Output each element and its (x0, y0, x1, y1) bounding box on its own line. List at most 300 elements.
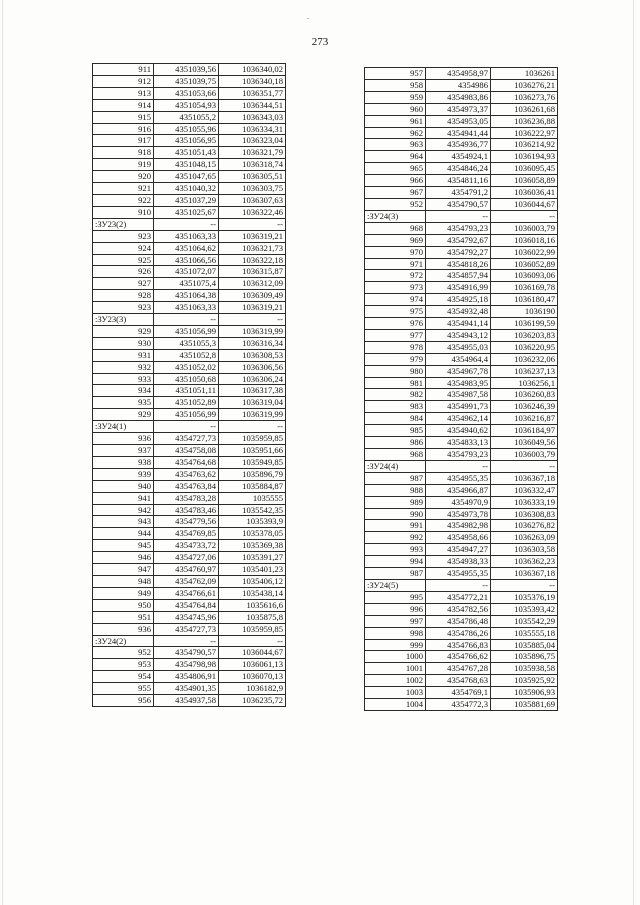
y-coordinate-cell: 1035896,75 (491, 651, 558, 663)
y-coordinate-cell: -- (491, 579, 558, 591)
table-row (93, 242, 286, 254)
y-coordinate-cell: 1036260,83 (491, 389, 558, 401)
point-number-cell: 998 (365, 627, 426, 639)
y-coordinate-cell: 1036003,79 (491, 449, 558, 461)
table-row (93, 325, 286, 337)
x-coordinate-cell: 4354790,57 (154, 647, 219, 659)
point-number-cell: 937 (93, 445, 154, 457)
x-coordinate-cell: 4354955,03 (426, 341, 491, 353)
table-row (93, 266, 286, 278)
point-number-cell: 948 (93, 575, 154, 587)
y-coordinate-cell: -- (491, 210, 558, 222)
table-row (365, 437, 558, 449)
y-coordinate-cell: 1035885,04 (491, 639, 558, 651)
y-coordinate-cell: 1035542,29 (491, 615, 558, 627)
table-row (365, 329, 558, 341)
x-coordinate-cell: 4354792,67 (426, 234, 491, 246)
y-coordinate-cell: 1036340,02 (219, 64, 286, 76)
y-coordinate-cell: 1035542,35 (219, 504, 286, 516)
point-number-cell: 996 (365, 603, 426, 615)
x-coordinate-cell: 4351055,3 (154, 337, 219, 349)
y-coordinate-cell: 1036334,31 (219, 123, 286, 135)
x-coordinate-cell: 4354733,72 (154, 540, 219, 552)
x-coordinate-cell: 4354973,37 (426, 103, 491, 115)
x-coordinate-cell: 4354763,62 (154, 468, 219, 480)
point-number-cell: 912 (93, 75, 154, 87)
table-row (365, 401, 558, 413)
y-coordinate-cell: 1036203,83 (491, 329, 558, 341)
table-row (93, 111, 286, 123)
point-number-cell: 942 (93, 504, 154, 516)
y-coordinate-cell: -- (219, 635, 286, 647)
y-coordinate-cell: 1036199,59 (491, 318, 558, 330)
x-coordinate-cell: -- (154, 218, 219, 230)
table-row (93, 99, 286, 111)
point-number-cell: 914 (93, 99, 154, 111)
x-coordinate-cell: 4354727,73 (154, 623, 219, 635)
x-coordinate-cell: 4354983,95 (426, 377, 491, 389)
x-coordinate-cell: 4354727,73 (154, 433, 219, 445)
y-coordinate-cell: 1036344,51 (219, 99, 286, 111)
point-number-cell: 943 (93, 516, 154, 528)
y-coordinate-cell: 1035959,85 (219, 623, 286, 635)
point-number-cell: 956 (93, 695, 154, 707)
x-coordinate-cell: 4351056,99 (154, 409, 219, 421)
point-number-cell: 910 (93, 206, 154, 218)
table-row (93, 159, 286, 171)
coordinates-table-left-body (93, 64, 286, 707)
x-coordinate-cell: 4351050,68 (154, 373, 219, 385)
point-number-cell: 957 (365, 68, 426, 80)
table-row (93, 528, 286, 540)
table-row (93, 254, 286, 266)
table-row (365, 472, 558, 484)
x-coordinate-cell: 4354772,3 (426, 699, 491, 711)
table-row (93, 540, 286, 552)
table-row (365, 306, 558, 318)
point-number-cell: 952 (365, 198, 426, 210)
coordinates-table-right (364, 67, 558, 711)
table-row (365, 603, 558, 615)
table-row (365, 663, 558, 675)
y-coordinate-cell: 1036044,67 (219, 647, 286, 659)
x-coordinate-cell: 4354955,35 (426, 472, 491, 484)
y-coordinate-cell: 1036343,03 (219, 111, 286, 123)
y-coordinate-cell: 1036263,09 (491, 532, 558, 544)
point-number-cell: 932 (93, 361, 154, 373)
parcel-label-cell: :ЗУ24(2) (93, 635, 154, 647)
table-row (93, 504, 286, 516)
point-number-cell: 911 (93, 64, 154, 76)
table-row (365, 294, 558, 306)
y-coordinate-cell: 1036351,77 (219, 87, 286, 99)
table-row (365, 413, 558, 425)
x-coordinate-cell: 4354769,1 (426, 687, 491, 699)
y-coordinate-cell: 1036018,16 (491, 234, 558, 246)
x-coordinate-cell: 4354767,28 (426, 663, 491, 675)
y-coordinate-cell: 1035555 (219, 492, 286, 504)
table-row (365, 270, 558, 282)
point-number-cell: 963 (365, 139, 426, 151)
x-coordinate-cell: 4354766,83 (426, 639, 491, 651)
x-coordinate-cell: 4354953,05 (426, 115, 491, 127)
y-coordinate-cell: 1036332,47 (491, 484, 558, 496)
point-number-cell: 945 (93, 540, 154, 552)
parcel-label-cell: :ЗУ24(1) (93, 421, 154, 433)
y-coordinate-cell: 1035925,92 (491, 675, 558, 687)
point-number-cell: 982 (365, 389, 426, 401)
x-coordinate-cell: 4351052,02 (154, 361, 219, 373)
table-row (93, 123, 286, 135)
table-row (365, 484, 558, 496)
x-coordinate-cell: 4351052,8 (154, 349, 219, 361)
y-coordinate-cell: 1036220,95 (491, 341, 558, 353)
point-number-cell: 967 (365, 187, 426, 199)
table-row (365, 187, 558, 199)
table-row (93, 302, 286, 314)
x-coordinate-cell: 4354793,23 (426, 449, 491, 461)
table-row (365, 198, 558, 210)
y-coordinate-cell: 1036273,76 (491, 91, 558, 103)
x-coordinate-cell: 4351051,43 (154, 147, 219, 159)
x-coordinate-cell: -- (154, 421, 219, 433)
point-number-cell: 975 (365, 306, 426, 318)
point-number-cell: 927 (93, 278, 154, 290)
x-coordinate-cell: 4354763,84 (154, 480, 219, 492)
y-coordinate-cell: 1036276,21 (491, 79, 558, 91)
x-coordinate-cell: 4354943,12 (426, 329, 491, 341)
x-coordinate-cell: 4354983,86 (426, 91, 491, 103)
y-coordinate-cell: 1036003,79 (491, 222, 558, 234)
table-row (365, 544, 558, 556)
table-row (93, 623, 286, 635)
x-coordinate-cell: 4354991,73 (426, 401, 491, 413)
point-number-cell: 1003 (365, 687, 426, 699)
point-number-cell: 990 (365, 508, 426, 520)
table-row (93, 206, 286, 218)
y-coordinate-cell: 1036261 (491, 68, 558, 80)
point-number-cell: 917 (93, 135, 154, 147)
point-number-cell: 953 (93, 659, 154, 671)
parcel-header-row (365, 579, 558, 591)
table-row (365, 496, 558, 508)
x-coordinate-cell: 4351054,93 (154, 99, 219, 111)
point-number-cell: 965 (365, 163, 426, 175)
y-coordinate-cell: 1036306,56 (219, 361, 286, 373)
point-number-cell: 926 (93, 266, 154, 278)
y-coordinate-cell: 1036305,51 (219, 171, 286, 183)
point-number-cell: 952 (93, 647, 154, 659)
x-coordinate-cell: 4351064,62 (154, 242, 219, 254)
point-number-cell: 923 (93, 230, 154, 242)
point-number-cell: 936 (93, 623, 154, 635)
table-row (93, 361, 286, 373)
y-coordinate-cell: 1036261,68 (491, 103, 558, 115)
x-coordinate-cell: 4354967,78 (426, 365, 491, 377)
point-number-cell: 987 (365, 472, 426, 484)
point-number-cell: 947 (93, 564, 154, 576)
y-coordinate-cell: 1036309,49 (219, 290, 286, 302)
table-row (93, 611, 286, 623)
y-coordinate-cell: 1035393,9 (219, 516, 286, 528)
point-number-cell: 964 (365, 151, 426, 163)
point-number-cell: 935 (93, 397, 154, 409)
y-coordinate-cell: 1035951,66 (219, 445, 286, 457)
x-coordinate-cell: 4354766,61 (154, 587, 219, 599)
x-coordinate-cell: 4351056,95 (154, 135, 219, 147)
x-coordinate-cell: -- (426, 210, 491, 222)
table-row (93, 456, 286, 468)
x-coordinate-cell: 4354938,33 (426, 556, 491, 568)
y-coordinate-cell: 1036216,87 (491, 413, 558, 425)
y-coordinate-cell: 1036190 (491, 306, 558, 318)
x-coordinate-cell: 4354833,13 (426, 437, 491, 449)
table-row (93, 87, 286, 99)
y-coordinate-cell: -- (219, 218, 286, 230)
y-coordinate-cell: 1036319,99 (219, 409, 286, 421)
point-number-cell: 951 (93, 611, 154, 623)
y-coordinate-cell: 1035378,05 (219, 528, 286, 540)
y-coordinate-cell: 1036319,21 (219, 302, 286, 314)
point-number-cell: 922 (93, 194, 154, 206)
table-row (93, 575, 286, 587)
table-row (365, 139, 558, 151)
table-row (365, 353, 558, 365)
x-coordinate-cell: 4354798,98 (154, 659, 219, 671)
x-coordinate-cell: 4354986 (426, 79, 491, 91)
x-coordinate-cell: 4354806,91 (154, 671, 219, 683)
table-row (93, 659, 286, 671)
x-coordinate-cell: -- (154, 314, 219, 326)
y-coordinate-cell: 1036308,53 (219, 349, 286, 361)
x-coordinate-cell: 4354766,62 (426, 651, 491, 663)
table-row (93, 683, 286, 695)
x-coordinate-cell: 4354783,46 (154, 504, 219, 516)
x-coordinate-cell: 4354947,27 (426, 544, 491, 556)
y-coordinate-cell: 1036316,34 (219, 337, 286, 349)
x-coordinate-cell: 4354818,26 (426, 258, 491, 270)
point-number-cell: 986 (365, 437, 426, 449)
x-coordinate-cell: 4354790,57 (426, 198, 491, 210)
table-row (93, 599, 286, 611)
y-coordinate-cell: 1036070,13 (219, 671, 286, 683)
y-coordinate-cell: 1036214,92 (491, 139, 558, 151)
y-coordinate-cell: 1036323,04 (219, 135, 286, 147)
y-coordinate-cell: 1036276,82 (491, 520, 558, 532)
table-row (93, 587, 286, 599)
point-number-cell: 993 (365, 544, 426, 556)
y-coordinate-cell: 1036049,56 (491, 437, 558, 449)
table-row (93, 480, 286, 492)
table-row (93, 147, 286, 159)
table-row (365, 222, 558, 234)
point-number-cell: 992 (365, 532, 426, 544)
point-number-cell: 946 (93, 552, 154, 564)
point-number-cell: 949 (93, 587, 154, 599)
point-number-cell: 961 (365, 115, 426, 127)
table-row (365, 258, 558, 270)
table-row (365, 568, 558, 580)
table-row (365, 318, 558, 330)
x-coordinate-cell: 4354924,1 (426, 151, 491, 163)
point-number-cell: 959 (365, 91, 426, 103)
point-number-cell: 973 (365, 282, 426, 294)
point-number-cell: 983 (365, 401, 426, 413)
x-coordinate-cell: 4351025,67 (154, 206, 219, 218)
point-number-cell: 950 (93, 599, 154, 611)
point-number-cell: 924 (93, 242, 154, 254)
y-coordinate-cell: 1036367,18 (491, 568, 558, 580)
table-row (365, 425, 558, 437)
point-number-cell: 923 (93, 302, 154, 314)
y-coordinate-cell: 1035406,12 (219, 575, 286, 587)
table-row (93, 290, 286, 302)
x-coordinate-cell: 4354762,09 (154, 575, 219, 587)
table-row (93, 194, 286, 206)
y-coordinate-cell: 1036367,18 (491, 472, 558, 484)
table-row (365, 639, 558, 651)
x-coordinate-cell: 4354941,14 (426, 318, 491, 330)
table-row (365, 520, 558, 532)
table-row (365, 699, 558, 711)
x-coordinate-cell: 4354925,18 (426, 294, 491, 306)
point-number-cell: 1000 (365, 651, 426, 663)
y-coordinate-cell: 1035393,42 (491, 603, 558, 615)
point-number-cell: 991 (365, 520, 426, 532)
y-coordinate-cell: 1036180,47 (491, 294, 558, 306)
scan-edge-left (2, 0, 3, 905)
y-coordinate-cell: -- (219, 314, 286, 326)
table-row (365, 282, 558, 294)
point-number-cell: 920 (93, 171, 154, 183)
table-row (365, 687, 558, 699)
x-coordinate-cell: 4354791,2 (426, 187, 491, 199)
point-number-cell: 1001 (365, 663, 426, 675)
y-coordinate-cell: 1036022,99 (491, 246, 558, 258)
table-row (93, 516, 286, 528)
y-coordinate-cell: 1036322,46 (219, 206, 286, 218)
point-number-cell: 997 (365, 615, 426, 627)
y-coordinate-cell: 1035555,18 (491, 627, 558, 639)
parcel-header-row (365, 460, 558, 472)
table-row (93, 492, 286, 504)
point-number-cell: 930 (93, 337, 154, 349)
coordinates-table-right-body (365, 68, 558, 711)
point-number-cell: 916 (93, 123, 154, 135)
x-coordinate-cell: 4354857,94 (426, 270, 491, 282)
x-coordinate-cell: 4354970,9 (426, 496, 491, 508)
y-coordinate-cell: 1036182,9 (219, 683, 286, 695)
y-coordinate-cell: 1036317,38 (219, 385, 286, 397)
point-number-cell: 960 (365, 103, 426, 115)
y-coordinate-cell: 1036315,87 (219, 266, 286, 278)
x-coordinate-cell: 4354758,08 (154, 445, 219, 457)
y-coordinate-cell: 1036194,93 (491, 151, 558, 163)
parcel-label-cell: :ЗУ24(3) (365, 210, 426, 222)
table-row (365, 127, 558, 139)
table-row (93, 64, 286, 76)
y-coordinate-cell: 1036308,83 (491, 508, 558, 520)
x-coordinate-cell: 4354769,85 (154, 528, 219, 540)
point-number-cell: 918 (93, 147, 154, 159)
table-row (365, 91, 558, 103)
point-number-cell: 981 (365, 377, 426, 389)
y-coordinate-cell: 1036319,04 (219, 397, 286, 409)
y-coordinate-cell: 1036095,45 (491, 163, 558, 175)
y-coordinate-cell: 1035875,8 (219, 611, 286, 623)
table-row (365, 175, 558, 187)
x-coordinate-cell: 4354768,63 (426, 675, 491, 687)
x-coordinate-cell: 4354958,66 (426, 532, 491, 544)
point-number-cell: 988 (365, 484, 426, 496)
x-coordinate-cell: 4354793,23 (426, 222, 491, 234)
table-row (365, 615, 558, 627)
point-number-cell: 1002 (365, 675, 426, 687)
point-number-cell: 985 (365, 425, 426, 437)
point-number-cell: 931 (93, 349, 154, 361)
x-coordinate-cell: 4354779,56 (154, 516, 219, 528)
x-coordinate-cell: 4354932,48 (426, 306, 491, 318)
y-coordinate-cell: 1036036,41 (491, 187, 558, 199)
y-coordinate-cell: 1036237,13 (491, 365, 558, 377)
y-coordinate-cell: 1036246,39 (491, 401, 558, 413)
y-coordinate-cell: 1036319,21 (219, 230, 286, 242)
x-coordinate-cell: -- (426, 460, 491, 472)
table-row (365, 341, 558, 353)
x-coordinate-cell: 4351052,89 (154, 397, 219, 409)
y-coordinate-cell: 1035881,69 (491, 699, 558, 711)
point-number-cell: 972 (365, 270, 426, 282)
table-row (93, 183, 286, 195)
x-coordinate-cell: 4351048,15 (154, 159, 219, 171)
y-coordinate-cell: 1036333,19 (491, 496, 558, 508)
x-coordinate-cell: 4354782,56 (426, 603, 491, 615)
point-number-cell: 938 (93, 456, 154, 468)
x-coordinate-cell: 4354958,97 (426, 68, 491, 80)
y-coordinate-cell: 1035906,93 (491, 687, 558, 699)
table-row (365, 651, 558, 663)
table-row (365, 556, 558, 568)
point-number-cell: 921 (93, 183, 154, 195)
table-row (93, 75, 286, 87)
point-number-cell: 941 (93, 492, 154, 504)
y-coordinate-cell: 1036222,97 (491, 127, 558, 139)
page-number: 273 (311, 36, 329, 48)
x-coordinate-cell: 4351063,33 (154, 230, 219, 242)
x-coordinate-cell: 4354760,97 (154, 564, 219, 576)
point-number-cell: 994 (365, 556, 426, 568)
table-row (93, 230, 286, 242)
point-number-cell: 929 (93, 325, 154, 337)
table-row (93, 695, 286, 707)
point-number-cell: 925 (93, 254, 154, 266)
x-coordinate-cell: 4351055,2 (154, 111, 219, 123)
y-coordinate-cell: 1036306,24 (219, 373, 286, 385)
point-number-cell: 966 (365, 175, 426, 187)
table-row (365, 627, 558, 639)
table-row (93, 171, 286, 183)
x-coordinate-cell: 4351066,56 (154, 254, 219, 266)
x-coordinate-cell: 4351039,75 (154, 75, 219, 87)
x-coordinate-cell: 4354982,98 (426, 520, 491, 532)
x-coordinate-cell: 4351051,11 (154, 385, 219, 397)
table-row (365, 115, 558, 127)
point-number-cell: 954 (93, 671, 154, 683)
point-number-cell: 987 (365, 568, 426, 580)
parcel-label-cell: :ЗУ24(4) (365, 460, 426, 472)
x-coordinate-cell: 4354727,06 (154, 552, 219, 564)
point-number-cell: 968 (365, 449, 426, 461)
